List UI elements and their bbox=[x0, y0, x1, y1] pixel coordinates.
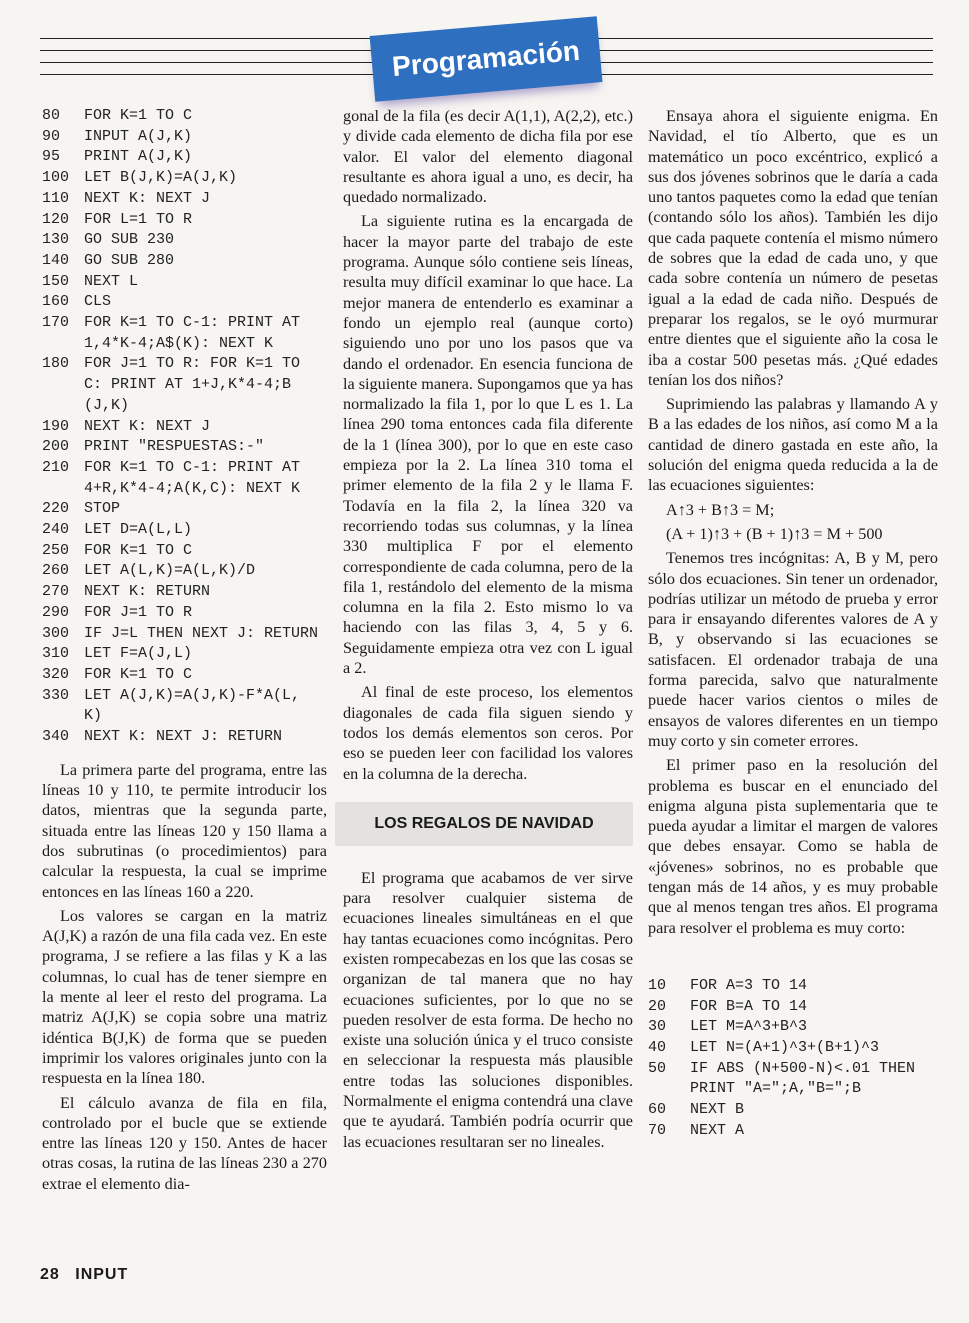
paragraph: El cálculo avanza de fila en fila, controlado por el bucle que se extiende entre las líneas 120 y 150. Antes de hacer otras cosas, la rutina de las líneas 230 a 270 extrae el elemento dia- bbox=[42, 1093, 327, 1193]
line-number: 50 bbox=[648, 1059, 667, 1077]
line-number: 340 bbox=[42, 728, 70, 746]
paragraph: Los valores se cargan en la matriz A(J,K) a razón de una fila cada vez. En este programa, J se refiere a las filas y K a las columnas, lo cual has de tener siempre en la mente al leer el resto del programa. La matriz A(J,K) se copia sobre una matriz idéntica B(J,K) de forma que se pueden imprimir los valores originales junto con la respuesta en la línea 180. bbox=[42, 906, 327, 1088]
line-number: 90 bbox=[42, 127, 61, 145]
code-line bbox=[42, 292, 327, 313]
code-line bbox=[648, 976, 938, 997]
magazine-name: INPUT bbox=[75, 1266, 129, 1283]
code-line bbox=[42, 644, 327, 665]
column-2-text-b bbox=[343, 868, 633, 1152]
section-heading: LOS REGALOS DE NAVIDAD bbox=[335, 802, 633, 846]
line-code: GO SUB 280 bbox=[84, 251, 175, 269]
line-number: 20 bbox=[648, 997, 667, 1015]
line-code: FOR J=1 TO R bbox=[84, 603, 193, 621]
line-number: 150 bbox=[42, 272, 70, 290]
column-1 bbox=[42, 106, 327, 1198]
code-line bbox=[42, 230, 327, 251]
paragraph: Al final de este proceso, los elementos diagonales de cada fila siguen siendo y todos los demás elementos son ceros. Por eso se pueden leer con facilidad los valores en la columna de la derecha. bbox=[343, 683, 633, 783]
code-line bbox=[648, 997, 938, 1018]
line-number: 95 bbox=[42, 148, 61, 166]
line-code: FOR J=1 TO R: FOR K=1 TO C: PRINT AT 1+J,K*4-4;B (J,K) bbox=[84, 355, 310, 414]
line-number: 220 bbox=[42, 500, 70, 518]
paragraph: Suprimiendo las palabras y llamando A y B a las edades de los niños, así como M a la cantidad de dinero gastada en este año, la solución del enigma queda reducida a la de las ecuaciones siguientes: bbox=[648, 395, 938, 495]
code-listing-2 bbox=[648, 976, 938, 1142]
column-3-text-b bbox=[648, 548, 938, 938]
code-line bbox=[42, 727, 327, 748]
line-code: STOP bbox=[84, 500, 121, 518]
paragraph: El programa que acabamos de ver sirve para resolver cualquier sistema de ecuaciones lineales simultáneas en el que hay tantas ecuaciones como incógnitas. Pero existen rompecabezas en los que las cosas se organizan de tal manera que no hay ecuaciones suficientes, por lo que no se pueden resolver de esta forma. De hecho no existe una solución única y el truco consiste en seleccionar la respuesta más plausible entre todas las soluciones disponibles. Normalmente el enigma contendrá una clave que te ayudará. También podría ocurrir que las ecuaciones resultaran ser no lineales. bbox=[343, 868, 633, 1151]
page-number: 28 bbox=[40, 1266, 60, 1283]
line-number: 330 bbox=[42, 686, 70, 704]
code-line bbox=[42, 417, 327, 438]
code-listing-1 bbox=[42, 106, 327, 748]
column-3-text bbox=[648, 106, 938, 496]
line-code: NEXT B bbox=[690, 1101, 745, 1119]
code-line bbox=[42, 168, 327, 189]
paragraph: La siguiente rutina es la encargada de hacer la mayor parte del trabajo de este programa. Aunque sólo contiene seis líneas, resulta muy difícil examinar lo que hace. La mejor manera de entenderlo es examinar a fondo un ejemplo real (aunque corto) siguiendo uno por uno los pasos que va dando el ordenador. En esencia funciona de la siguiente manera. Supongamos que ya has normalizado la fila 1, por lo que L es 1. La línea 290 toma entonces cada fila diferente de la 1 (línea 300), por lo que en este caso empieza por la 2. La línea 310 toma el primer elemento de la fila 2 y le llama F. Todavía en la fila 2, la línea 320 va recorriendo todas sus columnas, y la línea 330 multiplica F por el elemento correspondiente de cada columna, pero de la fila 1, restándolo del elemento de la misma columna en la fila 2. Esto mismo lo va haciendo con las filas 3, 4, 5 y 6. Seguidamente empieza otra vez con L igual a 2. bbox=[343, 212, 633, 678]
code-line bbox=[42, 106, 327, 127]
line-code: FOR A=3 TO 14 bbox=[690, 976, 808, 994]
line-code: FOR K=1 TO C bbox=[84, 107, 193, 124]
line-number: 180 bbox=[42, 355, 70, 373]
line-number: 270 bbox=[42, 583, 70, 601]
code-line bbox=[648, 1017, 938, 1038]
line-number: 120 bbox=[42, 210, 70, 228]
line-code: IF J=L THEN NEXT J: RETURN bbox=[84, 624, 319, 642]
line-code: NEXT K: RETURN bbox=[84, 583, 211, 601]
code-line bbox=[648, 1121, 938, 1142]
line-code: LET D=A(L,L) bbox=[84, 521, 193, 539]
line-code: LET B(J,K)=A(J,K) bbox=[84, 169, 238, 187]
code-line bbox=[42, 210, 327, 231]
code-line bbox=[42, 686, 327, 727]
code-line bbox=[648, 1059, 938, 1100]
line-code: NEXT K: NEXT J bbox=[84, 417, 211, 435]
line-number: 240 bbox=[42, 521, 70, 539]
code-line bbox=[42, 541, 327, 562]
line-code: PRINT A(J,K) bbox=[84, 148, 193, 166]
code-line bbox=[648, 1100, 938, 1121]
line-code: LET A(J,K)=A(J,K)-F*A(L, K) bbox=[84, 686, 310, 725]
line-code: FOR K=1 TO C bbox=[84, 541, 193, 559]
line-number: 30 bbox=[648, 1018, 667, 1036]
line-number: 110 bbox=[42, 189, 70, 207]
line-code: IF ABS (N+500-N)<.01 THEN PRINT "A=";A,"B=";B bbox=[690, 1059, 925, 1098]
line-number: 140 bbox=[42, 251, 70, 269]
line-number: 10 bbox=[648, 976, 667, 994]
column-2 bbox=[343, 106, 633, 1156]
line-number: 70 bbox=[648, 1121, 667, 1139]
paragraph: La primera parte del programa, entre las líneas 10 y 110, te permite introducir los datos, mientras que la segunda parte, situada entre las líneas 120 y 150 llama a dos subrutinas (o procedimientos) para calcular la respuesta, la cual se imprime entonces en las líneas 160 a 220. bbox=[42, 760, 327, 901]
code-line bbox=[648, 1038, 938, 1059]
page-footer bbox=[40, 1266, 128, 1284]
line-number: 170 bbox=[42, 314, 70, 332]
line-number: 190 bbox=[42, 417, 70, 435]
line-code: NEXT L bbox=[84, 272, 139, 290]
line-code: INPUT A(J,K) bbox=[84, 127, 193, 145]
line-code: FOR B=A TO 14 bbox=[690, 997, 808, 1015]
line-code: LET N=(A+1)^3+(B+1)^3 bbox=[690, 1038, 880, 1056]
line-number: 160 bbox=[42, 293, 70, 311]
line-code: FOR K=1 TO C-1: PRINT AT 1,4*K-4;A$(K): NEXT K bbox=[84, 314, 310, 352]
line-number: 210 bbox=[42, 458, 70, 476]
line-code: NEXT A bbox=[690, 1121, 745, 1139]
code-line bbox=[42, 458, 327, 499]
code-line bbox=[42, 251, 327, 272]
line-code: FOR K=1 TO C bbox=[84, 665, 193, 683]
code-line bbox=[42, 147, 327, 168]
code-line bbox=[42, 313, 327, 354]
line-number: 80 bbox=[42, 107, 61, 124]
line-number: 310 bbox=[42, 645, 70, 663]
section-banner: Programación bbox=[370, 16, 603, 102]
line-code: LET F=A(J,L) bbox=[84, 645, 193, 663]
code-line bbox=[42, 520, 327, 541]
column-1-text bbox=[42, 760, 327, 1194]
paragraph: El primer paso en la resolución del problema es buscar en el enunciado del enigma alguna pista suplementaria que te pueda ayudar a limitar el margen de valores que debes ensayar. Como se habla de «jóvenes» sobrinos, no es probable que tengan más de 14 años, y es muy probable que al menos tengan tres años. El programa para resolver el problema es muy corto: bbox=[648, 756, 938, 937]
line-code: NEXT K: NEXT J bbox=[84, 189, 211, 207]
line-number: 130 bbox=[42, 231, 70, 249]
line-code: CLS bbox=[84, 293, 112, 311]
code-line bbox=[42, 437, 327, 458]
line-number: 320 bbox=[42, 665, 70, 683]
line-number: 40 bbox=[648, 1038, 667, 1056]
code-line bbox=[42, 354, 327, 416]
line-code: GO SUB 230 bbox=[84, 231, 175, 249]
line-number: 250 bbox=[42, 541, 70, 559]
code-line bbox=[42, 127, 327, 148]
line-number: 200 bbox=[42, 438, 70, 456]
line-number: 60 bbox=[648, 1101, 667, 1119]
line-code: FOR L=1 TO R bbox=[84, 210, 193, 228]
column-3 bbox=[648, 106, 938, 1142]
code-line bbox=[42, 624, 327, 645]
paragraph: Ensaya ahora el siguiente enigma. En Navidad, el tío Alberto, que es un matemático un poco excéntrico, explicó a sus dos jóvenes sobrinos que le daría a cada uno tantos paquetes como la edad que tenían (contando sólo los años). También les dijo que cada paquete contenía el mismo número de sobres que la edad de cada uno, y que cada sobre contenía un número de pesetas igual a la edad de cada niño. Después de preparar los regalos, se le oyó murmurar entre dientes que el siguiente año la cosa le iba a costar 500 pesetas más. ¿Qué edades tenían los dos niños? bbox=[648, 107, 938, 389]
line-code: FOR K=1 TO C-1: PRINT AT 4+R,K*4-4;A(K,C): NEXT K bbox=[84, 458, 310, 497]
line-number: 100 bbox=[42, 169, 70, 187]
code-line bbox=[42, 499, 327, 520]
code-line bbox=[42, 603, 327, 624]
line-code: LET A(L,K)=A(L,K)/D bbox=[84, 562, 256, 580]
column-2-text bbox=[343, 106, 633, 784]
code-line bbox=[42, 561, 327, 582]
paragraph: Tenemos tres incógnitas: A, B y M, pero sólo dos ecuaciones. Sin tener un ordenador, podrías utilizar un método de prueba y error para ir ensayando diferentes valores de A y B, y observando si las ecuaciones se satisfacen. El ordenador trabaja de una forma parecida, salvo que naturalmente puede hacer varios cientos o miles de ensayos de valores diferentes en un tiempo muy corto y sin cometer errores. bbox=[648, 549, 938, 750]
code-line bbox=[42, 665, 327, 686]
code-line bbox=[42, 272, 327, 293]
equation-2: (A + 1)↑3 + (B + 1)↑3 = M + 500 bbox=[666, 524, 883, 543]
line-number: 300 bbox=[42, 624, 70, 642]
equation-1: A↑3 + B↑3 = M; bbox=[666, 500, 775, 519]
code-line bbox=[42, 189, 327, 210]
line-number: 260 bbox=[42, 562, 70, 580]
line-code: LET M=A^3+B^3 bbox=[690, 1018, 808, 1036]
line-code: PRINT "RESPUESTAS:-" bbox=[84, 438, 265, 456]
line-code: NEXT K: NEXT J: RETURN bbox=[84, 728, 283, 746]
line-number: 290 bbox=[42, 603, 70, 621]
code-line bbox=[42, 582, 327, 603]
paragraph: gonal de la fila (es decir A(1,1), A(2,2), etc.) y divide cada elemento de dicha fila por ese valor. El valor del elemento diagonal resultante es ahora igual a uno, es decir, ha quedado normalizado. bbox=[343, 107, 633, 207]
